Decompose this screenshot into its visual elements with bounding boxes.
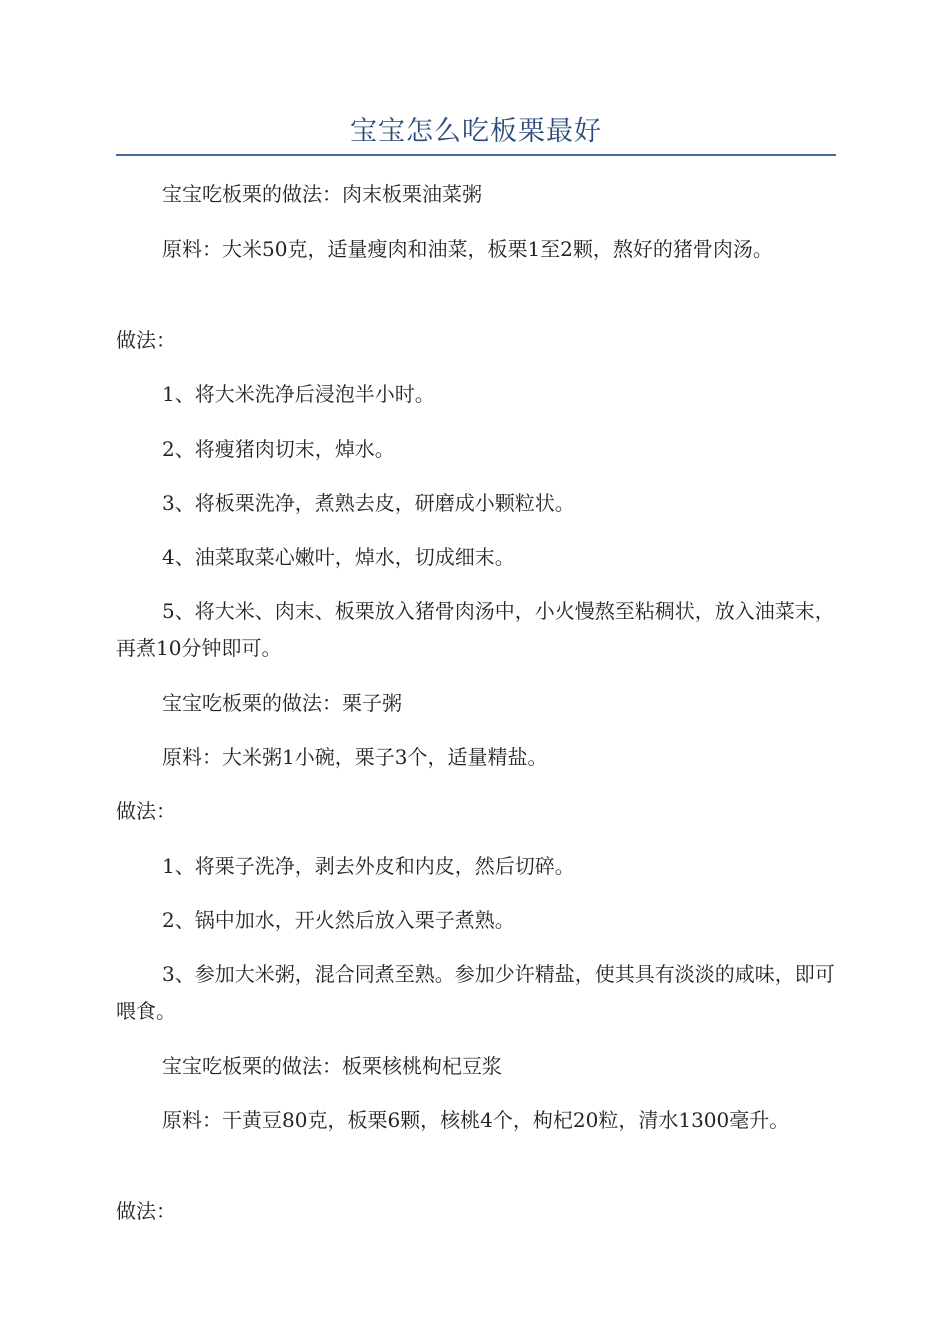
method-label-3: 做法： (116, 1199, 176, 1223)
method-label-2: 做法： (116, 799, 176, 823)
step-1-2: 2、将瘦猪肉切末，焯水。 (162, 437, 395, 461)
title-underline (116, 154, 836, 156)
ingredients-2: 原料：大米粥1小碗，栗子3个，适量精盐。 (162, 745, 548, 769)
method-label-1: 做法： (116, 328, 176, 352)
ingredients-3: 原料：干黄豆80克，板栗6颗，核桃4个，枸杞20粒，清水1300毫升。 (162, 1108, 790, 1132)
step-1-4: 4、油菜取菜心嫩叶，焯水，切成细末。 (162, 545, 515, 569)
step-2-1: 1、将栗子洗净，剥去外皮和内皮，然后切碎。 (162, 854, 575, 878)
section-heading-1: 宝宝吃板栗的做法：肉末板栗油菜粥 (162, 182, 482, 206)
document-title: 宝宝怎么吃板栗最好 (350, 116, 602, 147)
step-1-3: 3、将板栗洗净，煮熟去皮，研磨成小颗粒状。 (162, 491, 575, 515)
step-1-1: 1、将大米洗净后浸泡半小时。 (162, 382, 435, 406)
step-1-5: 5、将大米、肉末、板栗放入猪骨肉汤中，小火慢熬至粘稠状，放入油菜末，再煮10分钟即可。 (116, 599, 835, 660)
section-heading-3: 宝宝吃板栗的做法：板栗核桃枸杞豆浆 (162, 1054, 502, 1078)
step-2-3: 3、参加大米粥，混合同煮至熟。参加少许精盐，使其具有淡淡的咸味，即可喂食。 (116, 962, 835, 1023)
step-2-2: 2、锅中加水，开火然后放入栗子煮熟。 (162, 908, 515, 932)
section-heading-2: 宝宝吃板栗的做法：栗子粥 (162, 691, 402, 715)
ingredients-1: 原料：大米50克，适量瘦肉和油菜，板栗1至2颗，熬好的猪骨肉汤。 (162, 237, 773, 261)
